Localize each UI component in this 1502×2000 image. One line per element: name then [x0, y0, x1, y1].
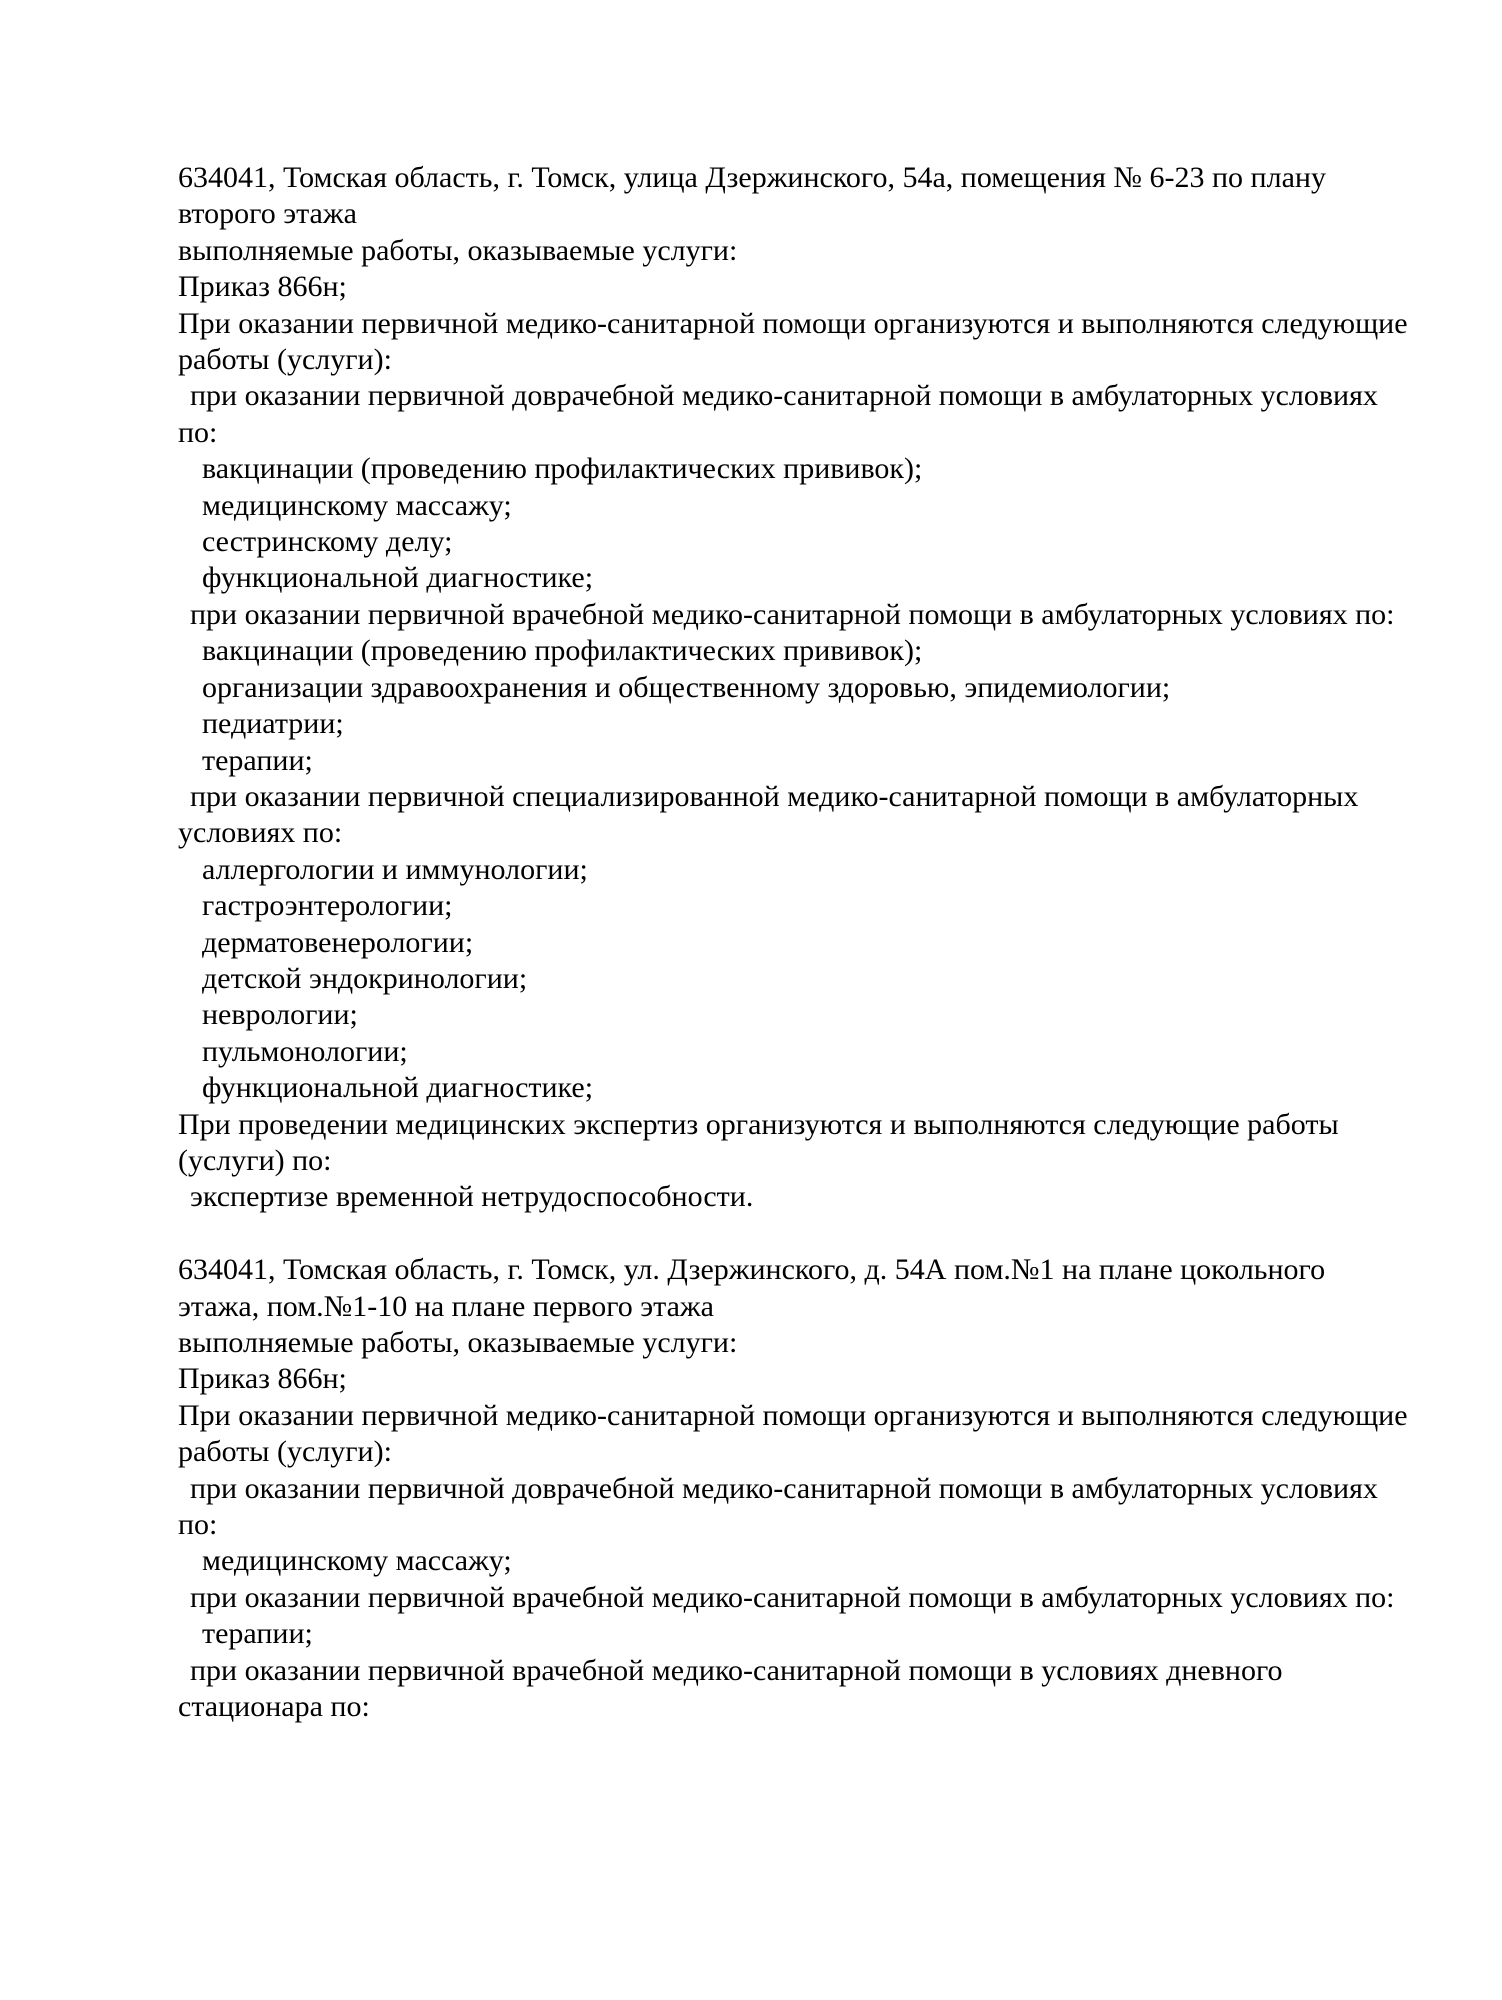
text-line: Приказ 866н; [178, 270, 347, 304]
text-line: при оказании первичной врачебной медико-санитарной помощи в амбулаторных условиях по: [190, 1580, 1395, 1614]
text-line: функциональной диагностике; [202, 561, 594, 595]
text-line: При оказании первичной медико-санитарной помощи организуются и выполняются следующие [178, 306, 1408, 340]
text-line: работы (услуги): [178, 343, 392, 377]
text-line: неврологии; [202, 998, 358, 1032]
text-line: аллергологии и иммунологии; [202, 852, 588, 886]
text-line: медицинскому массажу; [202, 488, 512, 522]
text-line: стационара по: [178, 1690, 370, 1724]
document-body [178, 160, 1412, 1725]
text-line: Приказ 866н; [178, 1362, 347, 1396]
text-line: 634041, Томская область, г. Томск, ул. Дзержинского, д. 54А пом.№1 на плане цокольного [178, 1253, 1326, 1287]
text-line: При оказании первичной медико-санитарной помощи организуются и выполняются следующие [178, 1398, 1408, 1432]
text-line: дерматовенерологии; [202, 925, 474, 959]
text-line: сестринскому делу; [202, 525, 453, 559]
text-line: выполняемые работы, оказываемые услуги: [178, 1325, 738, 1359]
text-line: При проведении медицинских экспертиз организуются и выполняются следующие работы [178, 1107, 1339, 1141]
address-block [178, 1252, 1412, 1725]
text-line: детской эндокринологии; [202, 961, 528, 995]
text-line: гастроэнтерологии; [202, 889, 453, 923]
text-line: при оказании первичной врачебной медико-санитарной помощи в условиях дневного [190, 1653, 1283, 1687]
text-line: при оказании первичной специализированной медико-санитарной помощи в амбулаторных [190, 779, 1359, 813]
text-line: при оказании первичной доврачебной медико-санитарной помощи в амбулаторных условиях [190, 1471, 1378, 1505]
text-line: педиатрии; [202, 707, 344, 741]
text-line: при оказании первичной доврачебной медико-санитарной помощи в амбулаторных условиях [190, 379, 1378, 413]
text-line: вакцинации (проведению профилактических прививок); [202, 452, 923, 486]
text-line: по: [178, 415, 218, 449]
text-line: терапии; [202, 743, 313, 777]
text-line: 634041, Томская область, г. Томск, улица Дзержинского, 54а, помещения № 6-23 по плану [178, 161, 1326, 194]
text-line: медицинскому массажу; [202, 1544, 512, 1578]
text-line: организации здравоохранения и общественному здоровью, эпидемиологии; [202, 670, 1171, 704]
text-line: работы (услуги): [178, 1435, 392, 1469]
text-line: по: [178, 1508, 218, 1542]
text-line: второго этажа [178, 197, 357, 231]
text-line: функциональной диагностике; [202, 1071, 594, 1105]
text-line: терапии; [202, 1617, 313, 1651]
text-line: вакцинации (проведению профилактических прививок); [202, 634, 923, 668]
text-line: этажа, пом.№1-10 на плане первого этажа [178, 1289, 714, 1323]
text-line: пульмонологии; [202, 1034, 408, 1068]
address-block [178, 160, 1412, 1216]
text-line: условиях по: [178, 816, 343, 850]
text-line: (услуги) по: [178, 1143, 332, 1177]
text-line: экспертизе временной нетрудоспособности. [190, 1180, 754, 1214]
text-line: выполняемые работы, оказываемые услуги: [178, 233, 738, 267]
text-line: при оказании первичной врачебной медико-санитарной помощи в амбулаторных условиях по: [190, 597, 1395, 631]
